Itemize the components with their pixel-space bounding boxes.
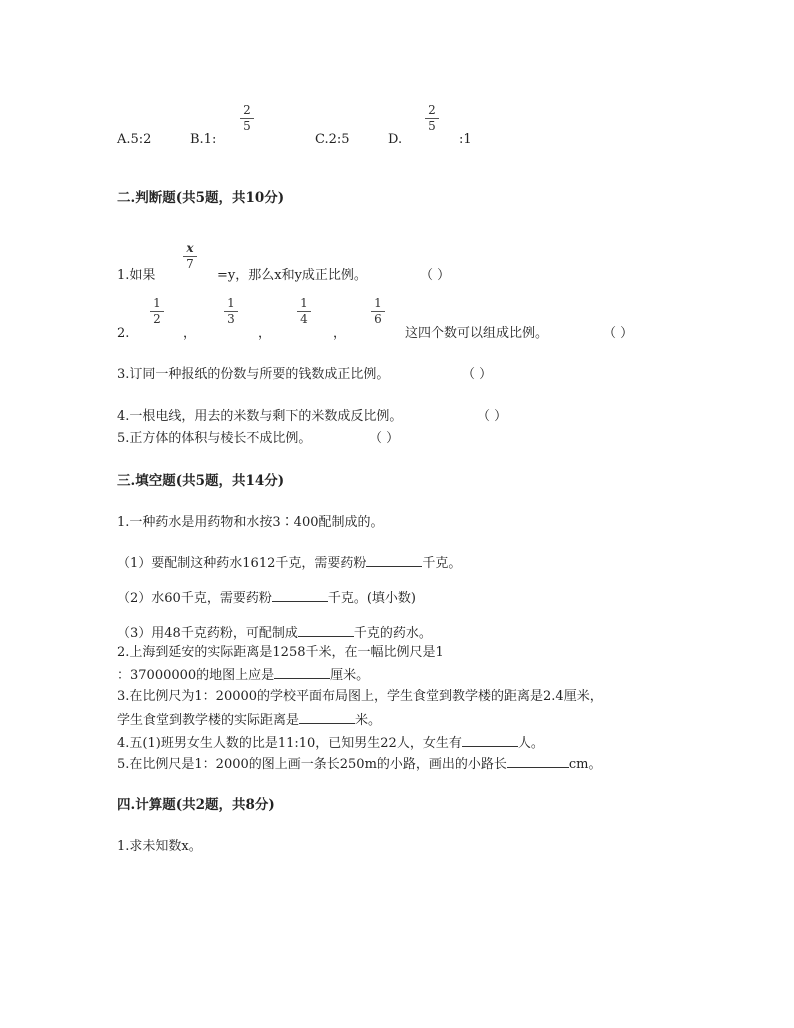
s3-q1a	[117, 554, 461, 572]
s3-q1c	[117, 624, 432, 642]
answer-blank[interactable]	[462, 734, 518, 747]
fraction-numerator: 1	[227, 296, 235, 310]
s3-q5-suffix: cm。	[568, 757, 602, 772]
s3-q4-prefix: 4.五(1)班男女生人数的比是11:10，已知男生22人，女生有	[117, 736, 462, 751]
option-d: D.	[388, 132, 403, 147]
option-d-suffix: :1	[459, 132, 472, 147]
fraction-numerator: 2	[243, 103, 251, 117]
section2-heading: 二.判断题(共5题，共10分)	[117, 190, 285, 206]
fraction-numerator: x	[186, 241, 194, 255]
s2-q2-fraction-3	[297, 297, 311, 326]
s3-q3-prefix: 学生食堂到教学楼的实际距离是	[117, 713, 300, 728]
s2-q2-prefix: 2.	[117, 326, 130, 341]
s3-q2-prefix: ：37000000的地图上应是	[117, 668, 275, 683]
fraction-denominator: 3	[227, 312, 235, 326]
s2-q1-fraction	[183, 242, 197, 271]
fraction-denominator: 6	[374, 312, 382, 326]
s3-q1c-prefix: （3）用48千克药粉，可配制成	[117, 626, 298, 641]
s3-q1b-suffix: 千克。(填小数)	[327, 591, 416, 606]
s2-q2-fraction-1	[150, 297, 164, 326]
s3-q1c-suffix: 千克的药水。	[353, 626, 432, 641]
fraction-denominator: 5	[428, 119, 436, 133]
s3-q5	[117, 755, 602, 773]
fraction-denominator: 5	[243, 119, 251, 133]
option-a: A.5:2	[117, 132, 152, 147]
s2-q3-text: 3.订同一种报纸的份数与所要的钱数成正比例。	[117, 367, 390, 382]
fraction-numerator: 1	[300, 296, 308, 310]
s2-q4-text: 4.一根电线，用去的米数与剩下的米数成反比例。	[117, 409, 403, 424]
s4-q1: 1.求未知数x。	[117, 839, 202, 854]
s2-q1-prefix: 1.如果	[117, 268, 156, 283]
s3-q1: 1.一种药水是用药物和水按3∶400配制成的。	[117, 515, 384, 530]
s2-q2-fraction-2	[224, 297, 238, 326]
answer-blank[interactable]	[298, 624, 354, 637]
s2-q5-text: 5.正方体的体积与棱长不成比例。	[117, 431, 312, 446]
answer-blank[interactable]	[507, 755, 569, 768]
s2-q2-fraction-4	[371, 297, 385, 326]
answer-blank[interactable]	[272, 589, 328, 602]
s2-q2-comma-1: ，	[183, 326, 197, 341]
option-b: B.1:	[190, 132, 217, 147]
s2-q1-text: =y，那么x和y成正比例。	[217, 268, 367, 283]
s2-q2-paren: （ ）	[603, 326, 634, 341]
s2-q2-comma-2: ，	[258, 326, 272, 341]
s2-q5-paren: （ ）	[369, 431, 400, 446]
s3-q2-line1: 2.上海到延安的实际距离是1258千米，在一幅比例尺是1	[117, 645, 444, 660]
s3-q1a-prefix: （1）要配制这种药水1612千克，需要药粉	[117, 556, 367, 571]
section3-heading: 三.填空题(共5题，共14分)	[117, 473, 285, 489]
section4-heading: 四.计算题(共2题，共8分)	[117, 797, 275, 813]
option-b-fraction	[240, 104, 254, 133]
option-c: C.2:5	[315, 132, 350, 147]
s2-q1-paren: （ ）	[420, 268, 451, 283]
s3-q2-suffix: 厘米。	[330, 668, 370, 683]
fraction-numerator: 1	[374, 296, 382, 310]
answer-blank[interactable]	[274, 666, 330, 679]
s3-q1a-suffix: 千克。	[422, 556, 462, 571]
answer-blank[interactable]	[299, 711, 355, 724]
s2-q2-text: 这四个数可以组成比例。	[405, 326, 549, 341]
answer-blank[interactable]	[366, 554, 422, 567]
option-d-fraction	[425, 104, 439, 133]
fraction-denominator: 4	[300, 312, 308, 326]
s3-q1b	[117, 589, 416, 607]
s2-q4-paren: （ ）	[477, 409, 508, 424]
s3-q4-suffix: 人。	[517, 736, 544, 751]
s3-q3-suffix: 米。	[355, 713, 382, 728]
s3-q3-line2	[117, 711, 381, 729]
s3-q5-prefix: 5.在比例尺是1：2000的图上画一条长250m的小路，画出的小路长	[117, 757, 507, 772]
s3-q1b-prefix: （2）水60千克，需要药粉	[117, 591, 272, 606]
s2-q2-comma-3: ，	[333, 326, 347, 341]
fraction-denominator: 7	[186, 257, 194, 271]
fraction-numerator: 1	[153, 296, 161, 310]
s3-q3-line1: 3.在比例尺为1：20000的学校平面布局图上，学生食堂到教学楼的距离是2.4厘米，	[117, 689, 603, 704]
fraction-denominator: 2	[153, 312, 161, 326]
s3-q4	[117, 734, 544, 752]
s3-q2-line2	[117, 666, 369, 684]
fraction-numerator: 2	[428, 103, 436, 117]
s2-q3-paren: （ ）	[462, 367, 493, 382]
